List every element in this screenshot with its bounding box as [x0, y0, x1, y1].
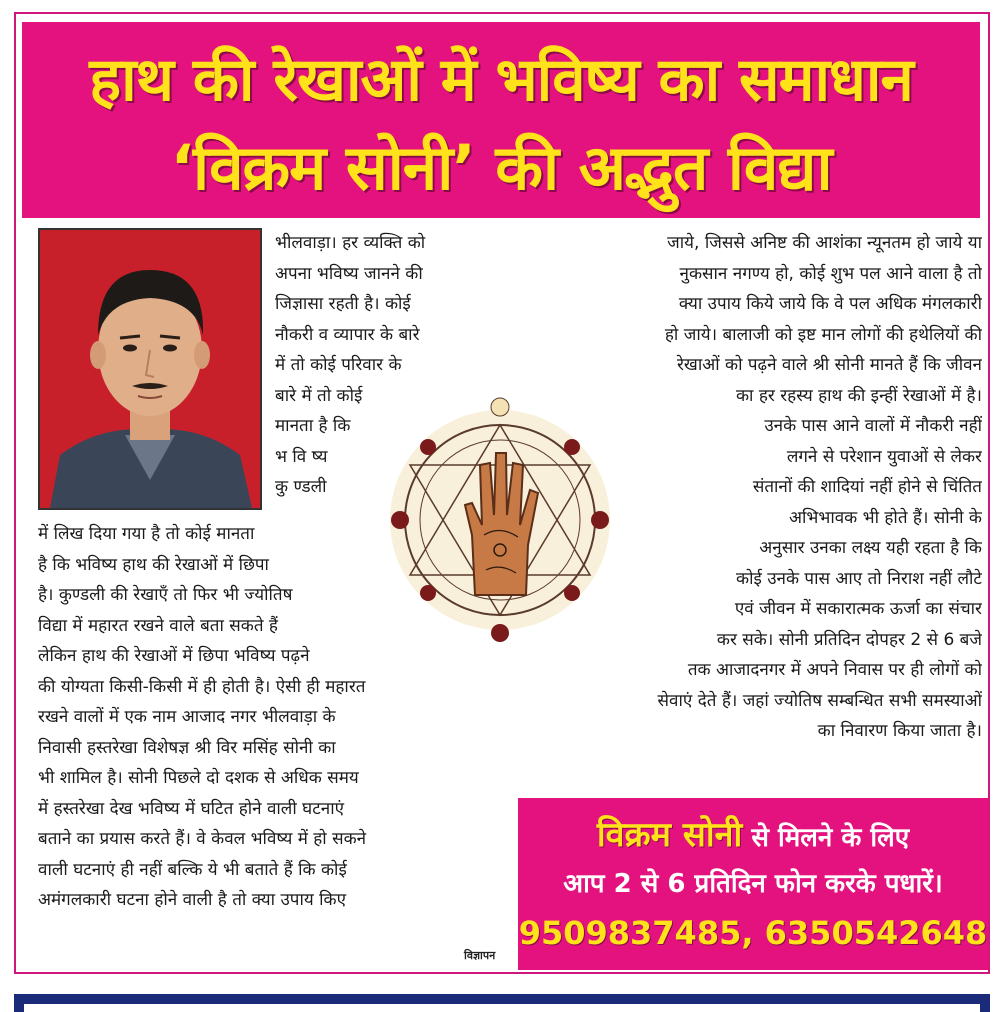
article-line: कोई उनके पास आए तो निराश नहीं लौटे [736, 568, 982, 589]
article-line: कु ण्डली [275, 477, 327, 497]
article-line: हो जाये। बालाजी को इष्ट मान लोगों की हथेलियों की [664, 324, 982, 345]
article-line: वाली घटनाएं ही नहीं बल्कि ये भी बताते हैं कि कोई [38, 859, 347, 880]
contact-name: विक्रम सोनी [596, 815, 743, 855]
article-column-2 [500, 228, 982, 747]
article-line: जाये, जिससे अनिष्ट की आशंका न्यूनतम हो जाये या [667, 233, 982, 253]
article-line: जिज्ञासा रहती है। कोई [275, 294, 411, 314]
bottom-bar-inner [24, 1004, 980, 1012]
article-column-1-bottom [38, 519, 493, 916]
article-line: में हस्तरेखा देख भविष्य में घटित होने वाली घटनाएं [38, 798, 344, 819]
article-line: कर सके। सोनी प्रतिदिन दोपहर 2 से 6 बजे [716, 629, 982, 650]
article-line: क्या उपाय किये जाये कि वे पल अधिक मंगलकारी [678, 294, 982, 314]
headline-line-2: ‘विक्रम सोनी’ की अद्भुत विद्या [170, 131, 832, 204]
contact-box [518, 798, 988, 970]
article-line: की योग्यता किसी-किसी में ही होती है। ऐसी ही महारत [38, 676, 366, 697]
article-line: रखने वालों में एक नाम आजाद नगर भीलवाड़ा के [38, 707, 336, 727]
article-line: विद्या में महारत रखने वाले बता सकते हैं [38, 615, 278, 636]
article-line: का निवारण किया जाता है। [817, 721, 982, 741]
article-line: निवासी हस्तरेखा विशेषज्ञ श्री विर मसिंह सोनी का [38, 737, 336, 758]
article-line: लेकिन हाथ की रेखाओं में छिपा भविष्य पढ़ने [38, 646, 310, 666]
article-line: अपना भविष्य जानने की [275, 263, 423, 284]
article-line: तक आजादनगर में अपने निवास पर ही लोगों को [687, 660, 982, 680]
article-line: भीलवाड़ा। हर व्यक्ति को [275, 233, 426, 253]
article-line: अनुसार उनका लक्ष्य यही रहता है कि [759, 538, 982, 558]
article-line: नौकरी व व्यापार के बारे [275, 324, 420, 345]
article-line: सेवाएं देते हैं। जहां ज्योतिष सम्बन्धित सभी समस्याओं [657, 690, 982, 711]
article-line: लगने से परेशान युवाओं से लेकर [786, 446, 982, 467]
article-line: मानता है कि [275, 416, 351, 436]
contact-heading-rest: से मिलने के लिए [742, 823, 910, 853]
contact-heading [518, 810, 988, 856]
article-line: नुकसान नगण्य हो, कोई शुभ पल आने वाला है तो [679, 263, 982, 284]
article-line: भी शामिल है। सोनी पिछले दो दशक से अधिक समय [38, 768, 359, 788]
article-line: संतानों की शादियां नहीं होने से चिंतित [752, 477, 982, 497]
article-line: है कि भविष्य हाथ की रेखाओं में छिपा [38, 554, 269, 575]
headline-banner [22, 22, 980, 218]
advertisement-tag: विज्ञापन [464, 949, 496, 962]
article-line: एवं जीवन में सकारात्मक ऊर्जा का संचार [734, 599, 982, 619]
contact-visiting-hours: आप 2 से 6 प्रतिदिन फोन करके पधारें। [563, 869, 943, 899]
bottom-border-bar [14, 994, 990, 1012]
article-column-1-top [275, 228, 485, 503]
article-line: में लिख दिया गया है तो कोई मानता [38, 524, 255, 544]
article-line: भ वि ष्य [275, 446, 328, 467]
headline-line-1: हाथ की रेखाओं में भविष्य का समाधान [89, 45, 913, 115]
article-line: का हर रहस्य हाथ की इन्हीं रेखाओं में है। [735, 385, 982, 406]
article-line: है। कुण्डली की रेखाएँ तो फिर भी ज्योतिष [38, 585, 293, 605]
portrait-photo [38, 228, 262, 510]
article-line: अमंगलकारी घटना होने वाली है तो क्या उपाय किए [38, 890, 346, 910]
article-line: बारे में तो कोई [275, 385, 363, 406]
contact-phone-numbers: 9509837485, 6350542648 [518, 914, 988, 952]
article-line: रेखाओं को पढ़ने वाले श्री सोनी मानते हैं कि जीवन [676, 355, 982, 375]
article-line: अभिभावक भी होते हैं। सोनी के [789, 507, 982, 528]
article-line: में तो कोई परिवार के [275, 355, 402, 375]
article-line: बताने का प्रयास करते हैं। वे केवल भविष्य में हो सकने [38, 829, 367, 849]
article-line: उनके पास आने वालों में नौकरी नहीं [764, 416, 982, 436]
